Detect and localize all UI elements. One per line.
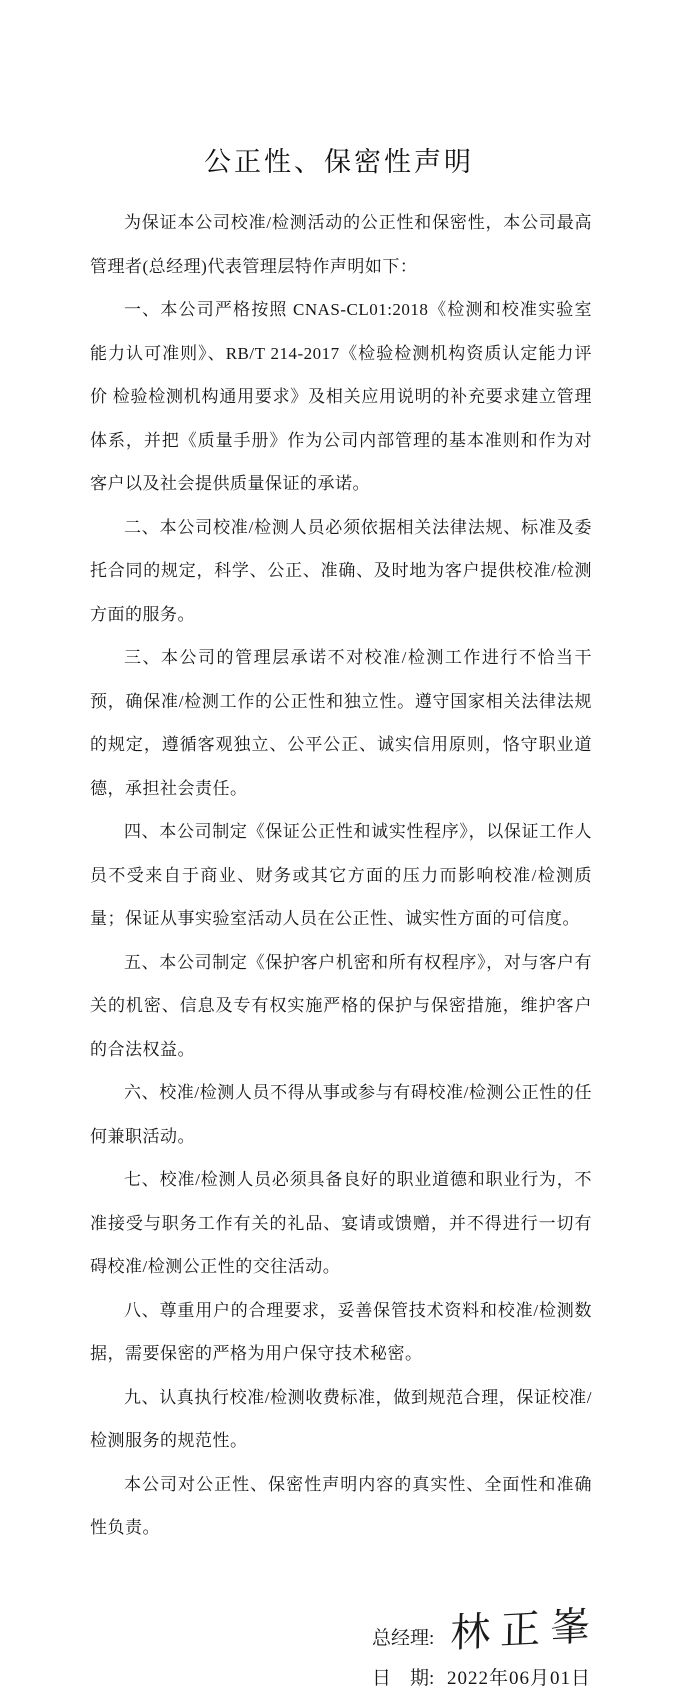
paragraph-clause-6: 六、校准/检测人员不得从事或参与有碍校准/检测公正性的任何兼职活动。 — [90, 1083, 592, 1146]
paragraph-clause-2: 二、本公司校准/检测人员必须依据相关法律法规、标准及委托合同的规定，科学、公正、准确、及时地为客户提供校准/检测方面的服务。 — [90, 517, 592, 624]
paragraph-clause-5: 五、本公司制定《保护客户机密和所有权程序》，对与客户有关的机密、信息及专有权实施严格的保护与保密措施，维护客户的合法权益。 — [90, 952, 592, 1059]
paragraph-clause-1: 一、本公司严格按照 CNAS-CL01:2018《检测和校准实验室能力认可准则》、RB/T 214-2017《检验检测机构资质认定能力评价 检验检测机构通用要求》及相关应用说明的补充要求建立管理体系，并把《质量手册》作为公司内部管理的基本准则和作为对客户以及社会提供质量保证的承诺。 — [90, 300, 592, 493]
document-body — [90, 201, 592, 1550]
paragraph-clause-4: 四、本公司制定《保证公正性和诚实性程序》，以保证工作人员不受来自于商业、财务或其它方面的压力而影响校准/检测质量；保证从事实验室活动人员在公正性、诚实性方面的可信度。 — [90, 822, 592, 928]
paragraph-closing: 本公司对公正性、保密性声明内容的真实性、全面性和准确性负责。 — [90, 1474, 592, 1537]
signature-block — [372, 1596, 678, 1694]
date-label: 日 期: — [372, 1667, 435, 1689]
general-manager-label: 总经理: — [372, 1627, 435, 1649]
paragraph-clause-9: 九、认真执行校准/检测收费标准，做到规范合理，保证校准/检测服务的规范性。 — [90, 1387, 592, 1450]
paragraph-clause-7: 七、校准/检测人员必须具备良好的职业道德和职业行为，不准接受与职务工作有关的礼品、宴请或馈赠，并不得进行一切有碍校准/检测公正性的交往活动。 — [90, 1170, 592, 1276]
date-value: 2022年06月01日 — [447, 1667, 592, 1689]
signature-line — [372, 1596, 678, 1657]
handwritten-signature: 林正峯 — [450, 1602, 601, 1657]
paragraph-intro: 为保证本公司校准/检测活动的公正性和保密性，本公司最高管理者(总经理)代表管理层特作声明如下： — [90, 213, 592, 276]
document-title: 公正性、保密性声明 — [204, 147, 474, 177]
paragraph-clause-3: 三、本公司的管理层承诺不对校准/检测工作进行不恰当干预，确保准/检测工作的公正性和独立性。遵守国家相关法律法规的规定，遵循客观独立、公平公正、诚实信用原则，恪守职业道德，承担社会责任。 — [90, 648, 592, 798]
paragraph-clause-8: 八、尊重用户的合理要求，妥善保管技术资料和校准/检测数据，需要保密的严格为用户保守技术秘密。 — [90, 1300, 592, 1363]
date-line — [372, 1664, 678, 1694]
